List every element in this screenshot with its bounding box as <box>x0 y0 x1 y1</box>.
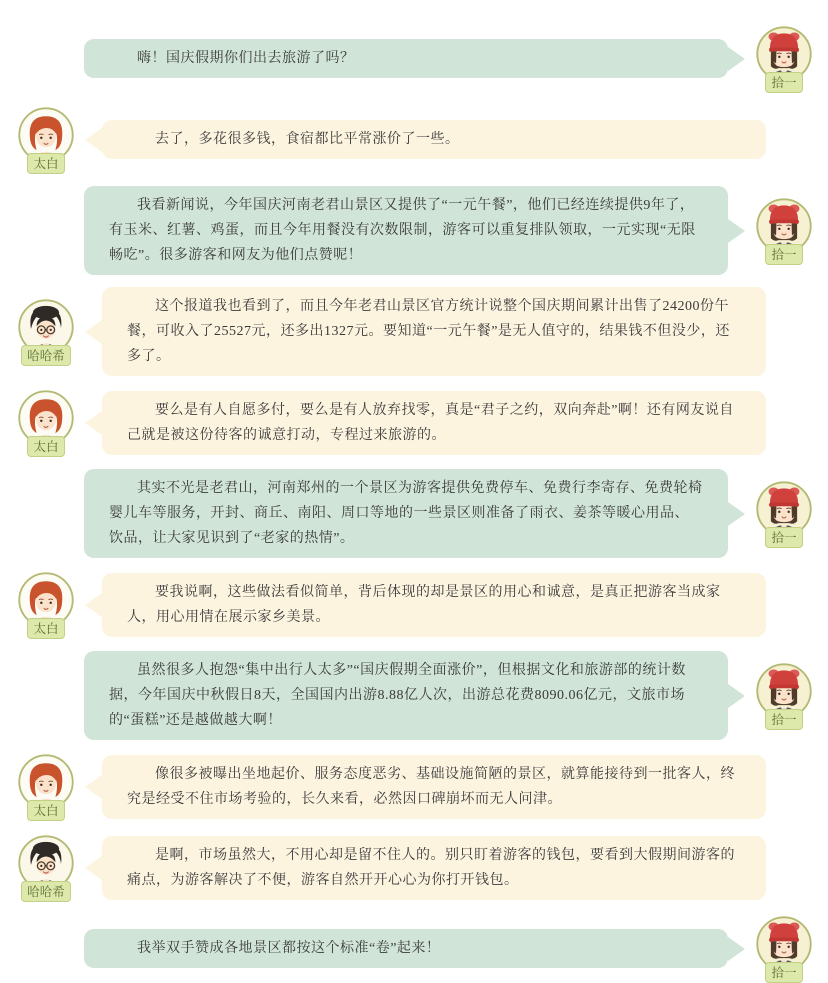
message-bubble <box>102 287 766 376</box>
message-text: 像很多被曝出坐地起价、服务态度恶劣、基础设施简陋的景区，就算能接待到一批客人，终究是经受不住市场考验的，长久来看，必然因口碑崩坏而无人问津。 <box>127 766 735 807</box>
chat-message-row <box>0 833 828 902</box>
avatar-taibai <box>14 752 78 821</box>
message-bubble <box>102 120 766 159</box>
message-bubble <box>84 651 728 740</box>
speaker-name: 拾一 <box>765 244 802 265</box>
message-text: 这个报道我也看到了，而且今年老君山景区官方统计说整个国庆期间累计出售了24200份午餐，可收入了25527元，还多出1327元。要知道“一元午餐”是无人值守的，结果钱不但没少，还多了。 <box>127 299 730 364</box>
chat-message-row <box>0 570 828 639</box>
message-bubble <box>102 755 766 819</box>
message-text: 虽然很多人抱怨“集中出行人太多”“国庆假期全面涨价”，但根据文化和旅游部的统计数据，今年国庆中秋假日8天，全国国内出游8.88亿人次，出游总花费8090.06亿元，文旅市场的“蛋糕”还是越做越大啊！ <box>109 663 686 728</box>
message-text: 要么是有人自愿多付，要么是有人放弃找零，真是“君子之约，双向奔赴”啊！还有网友说自己就是被这份待客的诚意打动，专程过来旅游的。 <box>127 402 734 443</box>
speaker-name: 拾一 <box>765 72 802 93</box>
avatar-taibai <box>14 105 78 174</box>
speaker-name: 太白 <box>27 618 64 639</box>
speaker-name: 太白 <box>27 153 64 174</box>
message-text: 要我说啊，这些做法看似简单，背后体现的却是景区的用心和诚意，是真正把游客当成家人，用心用情在展示家乡美景。 <box>127 584 721 625</box>
speaker-name: 拾一 <box>765 709 802 730</box>
avatar-taibai <box>14 570 78 639</box>
message-text: 嗨！国庆假期你们出去旅游了吗？ <box>137 51 355 66</box>
avatar-hahaxi <box>14 297 78 366</box>
chat-message-row <box>0 186 828 275</box>
speaker-name: 太白 <box>27 436 64 457</box>
avatar-shiyi <box>752 661 816 730</box>
chat-message-row <box>0 651 828 740</box>
message-bubble <box>102 391 766 455</box>
avatar-hahaxi <box>14 833 78 902</box>
speaker-name: 拾一 <box>765 962 802 983</box>
chat-message-row <box>0 914 828 983</box>
avatar-shiyi <box>752 479 816 548</box>
chat-message-row <box>0 287 828 376</box>
chat-message-row <box>0 469 828 558</box>
message-bubble <box>102 573 766 637</box>
avatar-shiyi <box>752 24 816 93</box>
message-text: 去了，多花很多钱，食宿都比平常涨价了一些。 <box>155 132 460 147</box>
message-text: 我看新闻说，今年国庆河南老君山景区又提供了“一元午餐”，他们已经连续提供9年了，有玉米、红薯、鸡蛋，而且今年用餐没有次数限制，游客可以重复排队领取，一元实现“无限畅吃”。很多游客和网友为他们点赞呢！ <box>109 198 696 263</box>
avatar-taibai <box>14 388 78 457</box>
message-text: 其实不光是老君山，河南郑州的一个景区为游客提供免费停车、免费行李寄存、免费轮椅婴儿车等服务，开封、商丘、南阳、周口等地的一些景区则准备了雨衣、姜茶等暖心用品、饮品，让大家见识到了“老家的热情”。 <box>109 481 703 546</box>
message-bubble <box>84 39 728 78</box>
speaker-name: 哈哈希 <box>21 881 71 902</box>
chat-message-row <box>0 752 828 821</box>
avatar-shiyi <box>752 914 816 983</box>
chat-message-row <box>0 105 828 174</box>
speaker-name: 哈哈希 <box>21 345 71 366</box>
chat-message-row <box>0 24 828 93</box>
chat-message-row <box>0 388 828 457</box>
message-bubble <box>84 469 728 558</box>
message-text: 我举双手赞成各地景区都按这个标准“卷”起来！ <box>137 941 441 956</box>
speaker-name: 太白 <box>27 800 64 821</box>
avatar-shiyi <box>752 196 816 265</box>
speaker-name: 拾一 <box>765 527 802 548</box>
message-bubble <box>84 186 728 275</box>
message-text: 是啊，市场虽然大，不用心却是留不住人的。别只盯着游客的钱包，要看到大假期间游客的痛点，为游客解决了不便，游客自然开开心心为你打开钱包。 <box>127 847 735 888</box>
message-bubble <box>102 836 766 900</box>
message-bubble <box>84 929 728 968</box>
